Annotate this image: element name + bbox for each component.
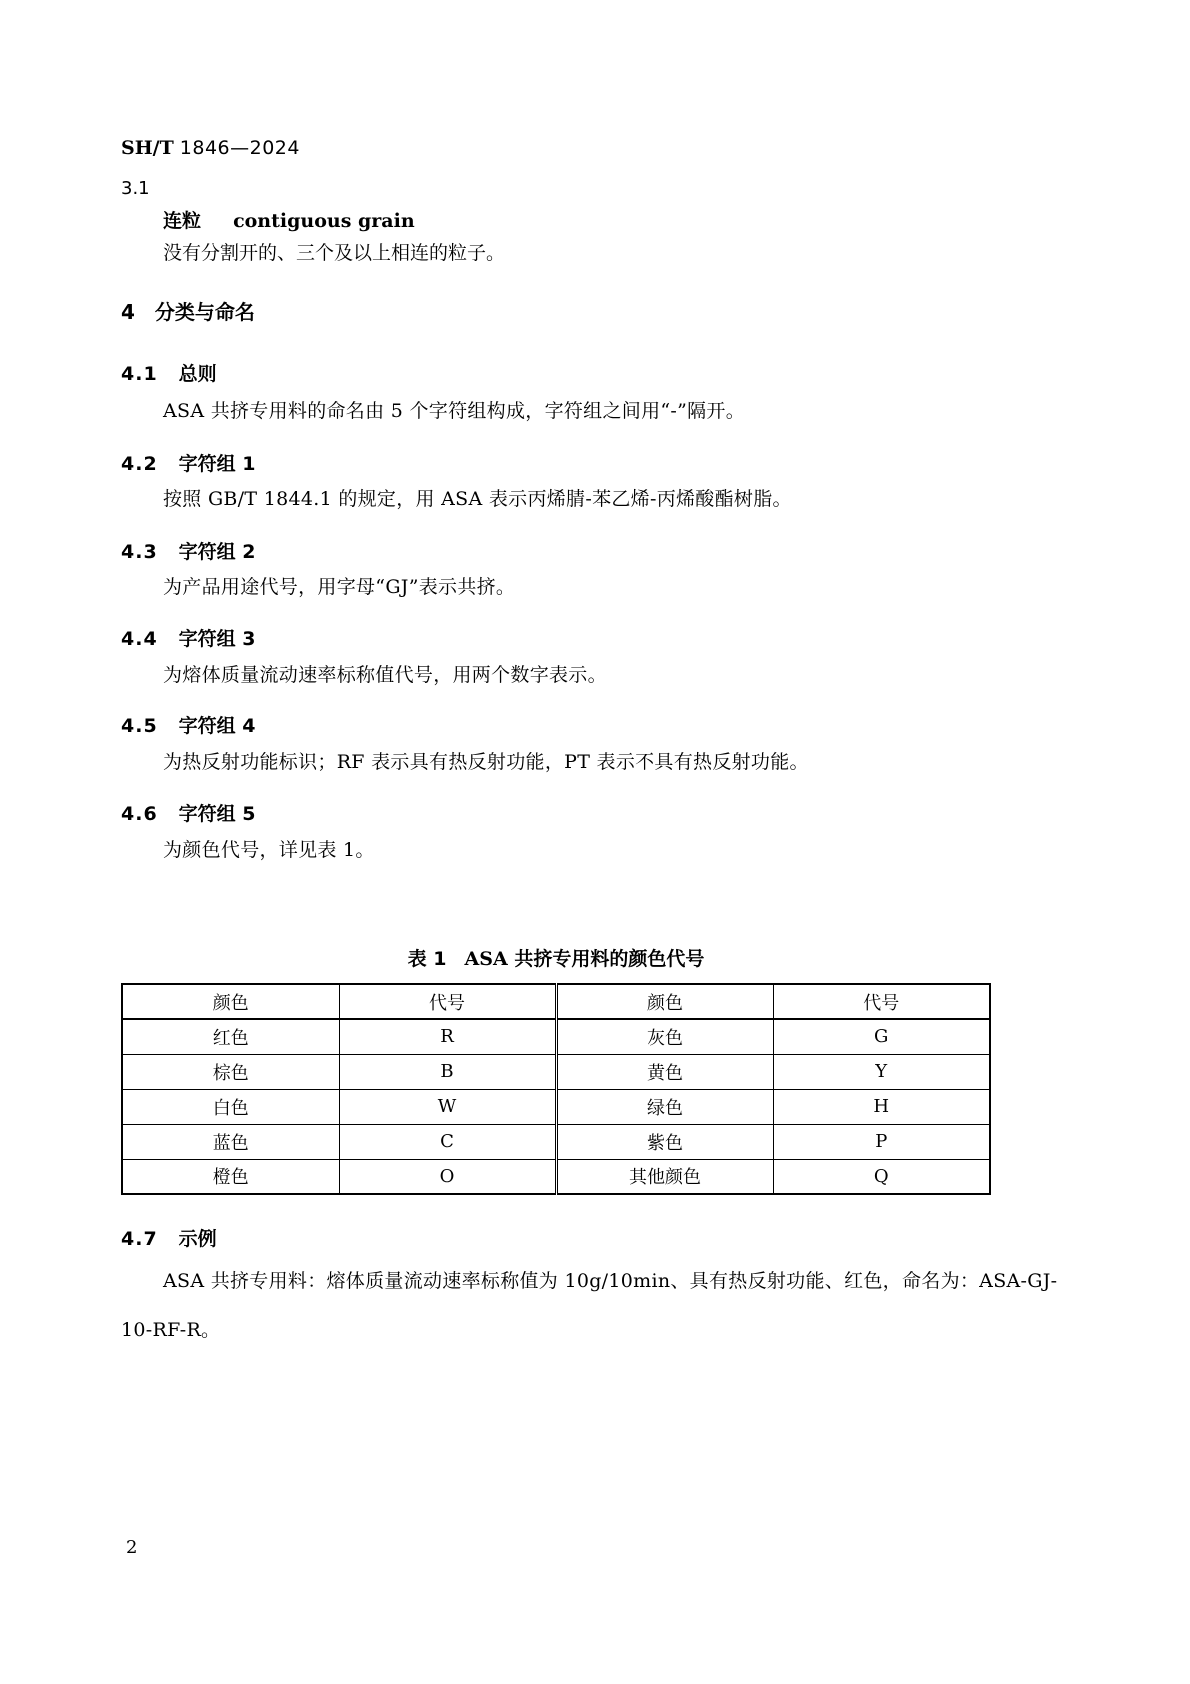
term-definition: 没有分割开的、三个及以上相连的粒子。 xyxy=(163,242,506,264)
standard-code: SH/T xyxy=(121,137,174,159)
table-row xyxy=(122,1054,990,1089)
cell-code: P xyxy=(773,1124,990,1159)
table-row xyxy=(122,1089,990,1124)
color-code-table xyxy=(121,983,991,1195)
cell-code: Y xyxy=(773,1054,990,1089)
heading-4-3-title: 字符组 2 xyxy=(178,541,256,563)
cell-color: 黄色 xyxy=(556,1054,773,1089)
cell-code: C xyxy=(339,1124,556,1159)
cell-code: Q xyxy=(773,1159,990,1194)
heading-4-2 xyxy=(121,449,256,476)
cell-color: 绿色 xyxy=(556,1089,773,1124)
cell-color: 蓝色 xyxy=(122,1124,339,1159)
cell-code: R xyxy=(339,1019,556,1054)
cell-code: H xyxy=(773,1089,990,1124)
cell-color: 灰色 xyxy=(556,1019,773,1054)
col-header-color-2: 颜色 xyxy=(556,984,773,1019)
heading-4-5 xyxy=(121,711,256,738)
document-header xyxy=(121,137,300,159)
paragraph-4-7-example: ASA 共挤专用料：熔体质量流动速率标称值为 10g/10min、具有热反射功能、红色，命名为：ASA-GJ-10-RF-R。 xyxy=(121,1270,1058,1341)
cell-code: W xyxy=(339,1089,556,1124)
cell-color: 棕色 xyxy=(122,1054,339,1089)
heading-4-4-title: 字符组 3 xyxy=(178,628,256,650)
heading-4-1 xyxy=(121,359,217,386)
term-en: contiguous grain xyxy=(233,210,415,232)
col-header-code-2: 代号 xyxy=(773,984,990,1019)
paragraph-4-5: 为热反射功能标识；RF 表示具有热反射功能，PT 表示不具有热反射功能。 xyxy=(163,751,809,773)
heading-4-6 xyxy=(121,799,256,826)
page-number: 2 xyxy=(126,1537,138,1558)
heading-4-7-number: 4.7 xyxy=(121,1228,158,1250)
heading-4-6-number: 4.6 xyxy=(121,803,158,825)
cell-color: 白色 xyxy=(122,1089,339,1124)
cell-code: O xyxy=(339,1159,556,1194)
col-header-code-1: 代号 xyxy=(339,984,556,1019)
cell-color: 紫色 xyxy=(556,1124,773,1159)
heading-4-4 xyxy=(121,624,256,651)
heading-4-5-title: 字符组 4 xyxy=(178,715,256,737)
heading-4-2-title: 字符组 1 xyxy=(178,453,256,475)
heading-4-7-title: 示例 xyxy=(178,1228,217,1250)
paragraph-4-4: 为熔体质量流动速率标称值代号，用两个数字表示。 xyxy=(163,664,607,686)
paragraph-4-1: ASA 共挤专用料的命名由 5 个字符组构成，字符组之间用“-”隔开。 xyxy=(163,400,746,422)
heading-4-7 xyxy=(121,1224,217,1251)
heading-4-6-title: 字符组 5 xyxy=(178,803,256,825)
paragraph-4-6: 为颜色代号，详见表 1。 xyxy=(163,839,375,861)
cell-color: 其他颜色 xyxy=(556,1159,773,1194)
paragraph-4-3: 为产品用途代号，用字母“GJ”表示共挤。 xyxy=(163,576,516,598)
heading-4-3-number: 4.3 xyxy=(121,541,158,563)
col-header-color-1: 颜色 xyxy=(122,984,339,1019)
heading-4-2-number: 4.2 xyxy=(121,453,158,475)
heading-4-3 xyxy=(121,537,256,564)
chapter-4-title: 分类与命名 xyxy=(154,300,255,324)
cell-color: 橙色 xyxy=(122,1159,339,1194)
table-1-caption xyxy=(121,944,991,971)
cell-code: B xyxy=(339,1054,556,1089)
table-1-title: ASA 共挤专用料的颜色代号 xyxy=(464,948,705,970)
paragraph-4-2: 按照 GB/T 1844.1 的规定，用 ASA 表示丙烯腈-苯乙烯-丙烯酸酯树脂。 xyxy=(163,488,792,510)
chapter-4-heading xyxy=(121,296,255,325)
heading-4-1-title: 总则 xyxy=(178,363,217,385)
standard-number: 1846—2024 xyxy=(179,137,300,159)
heading-4-5-number: 4.5 xyxy=(121,715,158,737)
cell-code: G xyxy=(773,1019,990,1054)
table-row xyxy=(122,1159,990,1194)
table-1-label: 表 1 xyxy=(407,948,447,970)
table-row xyxy=(122,1124,990,1159)
table-row xyxy=(122,1019,990,1054)
table-header-row xyxy=(122,984,990,1019)
term-zh: 连粒 xyxy=(163,210,202,232)
heading-4-1-number: 4.1 xyxy=(121,363,158,385)
heading-4-4-number: 4.4 xyxy=(121,628,158,650)
chapter-4-number: 4 xyxy=(121,300,135,324)
clause-3-1-number: 3.1 xyxy=(121,178,150,199)
term-line xyxy=(163,206,415,233)
cell-color: 红色 xyxy=(122,1019,339,1054)
